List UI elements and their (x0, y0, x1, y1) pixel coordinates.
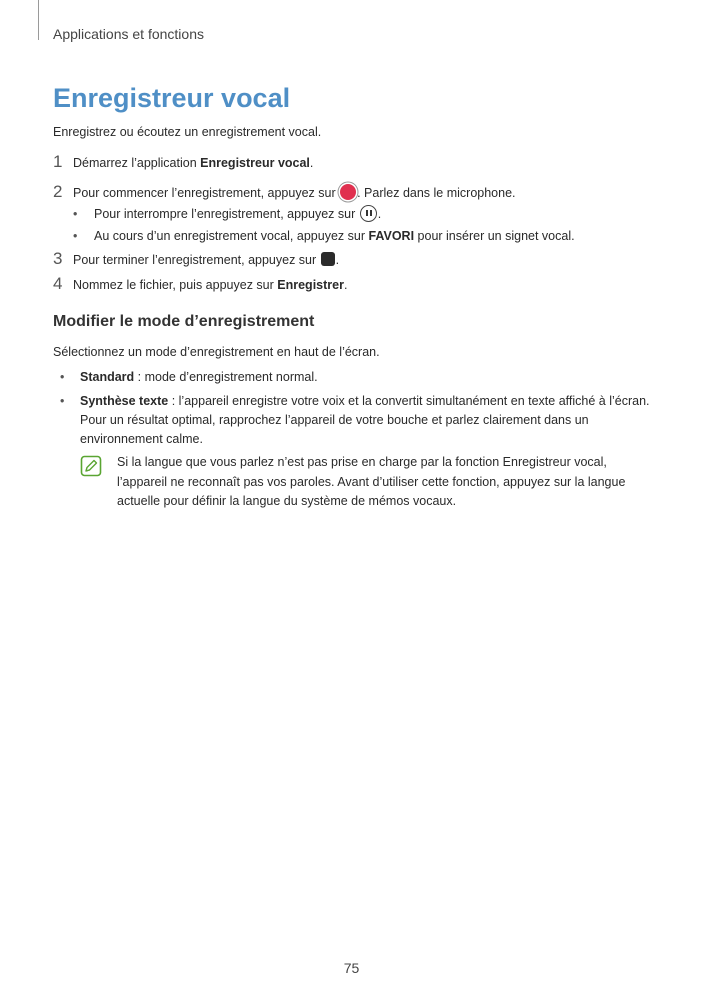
step-1 (53, 152, 313, 172)
record-icon (340, 184, 356, 200)
step-text-end: . Parlez dans le microphone. (357, 186, 516, 200)
header-rule (38, 0, 39, 40)
step-4 (53, 274, 347, 294)
substep-text: Au cours d’un enregistrement vocal, appuyez sur (94, 229, 369, 243)
step-text-end: . (343, 278, 348, 292)
substep-text: Pour interrompre l’enregistrement, appuyez sur (94, 207, 359, 221)
step-text-end: . (309, 156, 314, 170)
stop-icon (321, 252, 335, 266)
step-text: Démarrez l’application (73, 156, 201, 170)
page-number: 75 (343, 960, 360, 976)
step-text-end: . (335, 253, 340, 267)
bullet: • (60, 394, 65, 408)
step-number: 2 (53, 182, 63, 201)
favori-label: FAVORI (368, 229, 415, 243)
step-text: Pour terminer l’enregistrement, appuyez sur (73, 253, 320, 267)
substep-pause (73, 207, 381, 222)
step-text: Pour commencer l’enregistrement, appuyez sur (73, 186, 340, 200)
pause-icon (360, 205, 377, 222)
mode-name: Synthèse texte (80, 394, 169, 408)
note-text: Si la langue que vous parlez n’est pas prise en charge par la fonction Enregistreur vocal, l’appareil ne reconnaît pas vos paroles. Avant d’utiliser cette fonction, appuyez sur la langue actuelle pour définir la langue du système de mémos vocaux. (117, 455, 626, 508)
mode-description: : mode d’enregistrement normal. (134, 370, 318, 384)
substep-text-end: pour insérer un signet vocal. (414, 229, 575, 243)
mode-name: Standard (80, 370, 135, 384)
save-label: Enregistrer (277, 278, 344, 292)
section-intro: Sélectionnez un mode d’enregistrement en haut de l’écran. (53, 345, 380, 359)
step-number: 4 (53, 274, 63, 293)
bullet: • (73, 229, 78, 243)
app-name: Enregistreur vocal (200, 156, 310, 170)
bullet: • (60, 370, 65, 384)
header-section-label: Applications et fonctions (53, 26, 204, 42)
mode-description: : l’appareil enregistre votre voix et la convertit simultanément en texte affiché à l’écran. Pour un résultat optimal, rapprochez l’appareil de votre bouche et parlez clairement dans un environnement calme. (80, 394, 650, 446)
note-block (80, 453, 660, 512)
substep-text-end: . (377, 207, 382, 221)
section-title: Modifier le mode d’enregistrement (53, 313, 315, 330)
step-2 (53, 182, 516, 202)
step-number: 3 (53, 249, 63, 268)
step-3 (53, 249, 339, 269)
page-title: Enregistreur vocal (53, 83, 291, 113)
intro-text: Enregistrez ou écoutez un enregistrement vocal. (53, 125, 322, 139)
step-text: Nommez le fichier, puis appuyez sur (73, 278, 278, 292)
step-number: 1 (53, 152, 63, 171)
substep-favori (73, 229, 575, 243)
mode-standard (53, 368, 653, 387)
note-pencil-icon (80, 455, 102, 482)
mode-synthese-texte (53, 392, 653, 449)
bullet: • (73, 207, 78, 221)
